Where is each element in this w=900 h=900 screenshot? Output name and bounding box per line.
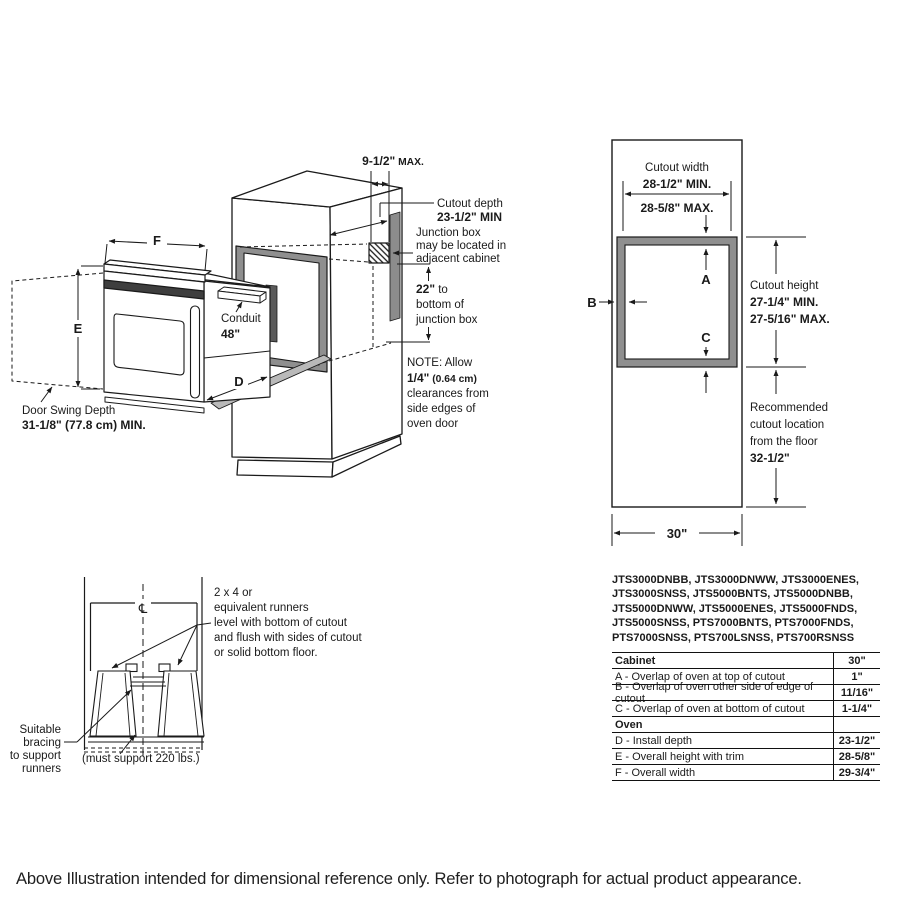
table-row [612, 701, 880, 717]
jbox-height-label: 22" to [416, 282, 448, 296]
junction-box-label-3: adjacent cabinet [416, 253, 500, 265]
row-label: F - Overall width [615, 766, 696, 779]
dim-f-label: F [153, 233, 161, 248]
dim-e-label: E [73, 321, 83, 336]
row-value: 29-3/4" [833, 765, 880, 780]
cutout-width-label: Cutout width [645, 162, 709, 174]
cutout-depth-value: 23-1/2" MIN [437, 210, 503, 224]
runner-note-4: and flush with sides of cutout [214, 632, 362, 644]
row-label: Cabinet [615, 654, 656, 667]
model-line: JTS3000SNSS, JTS5000BNTS, JTS5000DNBB, [612, 588, 853, 601]
table-row [612, 765, 880, 781]
door-swing-value: 31-1/8" (77.8 cm) MIN. [22, 418, 146, 432]
support-weight-label: (must support 220 lbs.) [82, 753, 200, 765]
table-row [612, 733, 880, 749]
cutout-depth-label: Cutout depth [437, 198, 503, 210]
runner-view [10, 577, 363, 775]
cutout-height-min: 27-1/4" MIN. [750, 295, 819, 309]
row-value: 28-5/8" [833, 749, 880, 764]
row-label: C - Overlap of oven at bottom of cutout [615, 702, 805, 715]
overlap-b-label: B [587, 295, 597, 310]
spec-table [612, 652, 880, 781]
bracing-label-3: to support [9, 750, 61, 762]
row-label: A - Overlap of oven at top of cutout [615, 670, 785, 683]
row-value: 1-1/4" [833, 701, 880, 716]
cutout-width-min: 28-1/2" MIN. [642, 177, 712, 191]
row-value [833, 717, 880, 732]
dim-d-label: D [234, 374, 244, 389]
floor-location-1: Recommended [750, 402, 828, 414]
floor-location-3: from the floor [750, 436, 818, 448]
row-value: 23-1/2" [833, 733, 880, 748]
oven-door-handle [191, 306, 200, 398]
runner-note-2: equivalent runners [214, 602, 309, 614]
note-line-3: clearances from [407, 388, 489, 400]
runner-note-3: level with bottom of cutout [214, 617, 347, 629]
oven-door-window [114, 314, 184, 375]
cabinet-toe-kick [237, 460, 333, 477]
row-label: D - Install depth [615, 734, 693, 747]
runner-note-1: 2 x 4 or [214, 587, 253, 599]
bracing-label-2: bracing [23, 737, 61, 749]
floor-location-2: cutout location [750, 419, 825, 431]
runner-blocks [90, 664, 204, 736]
note-line-1: NOTE: Allow [407, 357, 473, 369]
table-row [612, 717, 880, 733]
junction-box-label-2: may be located in [416, 240, 507, 252]
conduit-label: Conduit [221, 313, 261, 325]
overlap-a-label: A [701, 272, 711, 287]
page-caption: Above Illustration intended for dimensional reference only. Refer to photograph for actual product appearance. [16, 869, 802, 888]
bracing-label-1: Suitable [19, 724, 61, 736]
centerline-symbol: ℄ [138, 602, 148, 617]
oven [104, 260, 270, 413]
door-swing-label: Door Swing Depth [22, 405, 116, 417]
conduit-value: 48" [221, 327, 241, 341]
max-9-1-2-label: 9-1/2" MAX. [362, 154, 424, 168]
jbox-height-label-3: junction box [416, 314, 478, 326]
note-line-2: 1/4" (0.64 cm) [407, 371, 477, 385]
row-label: B - Overlap of oven other side of edge of cutout [615, 680, 814, 705]
table-row [612, 749, 880, 765]
row-label: E - Overall height with trim [615, 750, 744, 763]
model-line: JTS5000DNWW, JTS5000ENES, JTS5000FNDS, [612, 602, 858, 615]
front-view [587, 140, 829, 546]
cutout-width-max: 28-5/8" MAX. [640, 201, 714, 215]
runner-note-5: or solid bottom floor. [214, 647, 318, 659]
model-line: JTS5000SNSS, PTS7000BNTS, PTS7000FNDS, [612, 617, 854, 630]
row-value: 11/16" [833, 685, 880, 700]
row-value: 1" [833, 669, 880, 684]
cutout-height-max: 27-5/16" MAX. [750, 312, 830, 326]
cutout-height-label: Cutout height [750, 280, 819, 292]
junction-box-label-1: Junction box [416, 227, 481, 239]
table-row [612, 680, 880, 705]
row-value: 30" [833, 653, 880, 668]
door-swing-outline [12, 273, 103, 389]
overlap-c-label: C [701, 330, 711, 345]
model-number-list [612, 573, 882, 645]
table-row [612, 653, 880, 669]
model-line: JTS3000DNBB, JTS3000DNWW, JTS3000ENES, [612, 574, 859, 586]
overall-width-value: 30" [666, 526, 688, 541]
jbox-height-label-2: bottom of [416, 299, 464, 311]
floor-location-value: 32-1/2" [750, 451, 790, 465]
row-label: Oven [615, 718, 643, 731]
note-line-4: side edges of [407, 403, 476, 415]
model-line: PTS7000SNSS, PTS700LSNSS, PTS700RSNSS [612, 631, 855, 644]
iso-view [12, 154, 506, 477]
bracing-label-4: runners [22, 763, 61, 775]
note-line-5: oven door [407, 418, 459, 430]
adjacent-wall-band [390, 212, 400, 321]
